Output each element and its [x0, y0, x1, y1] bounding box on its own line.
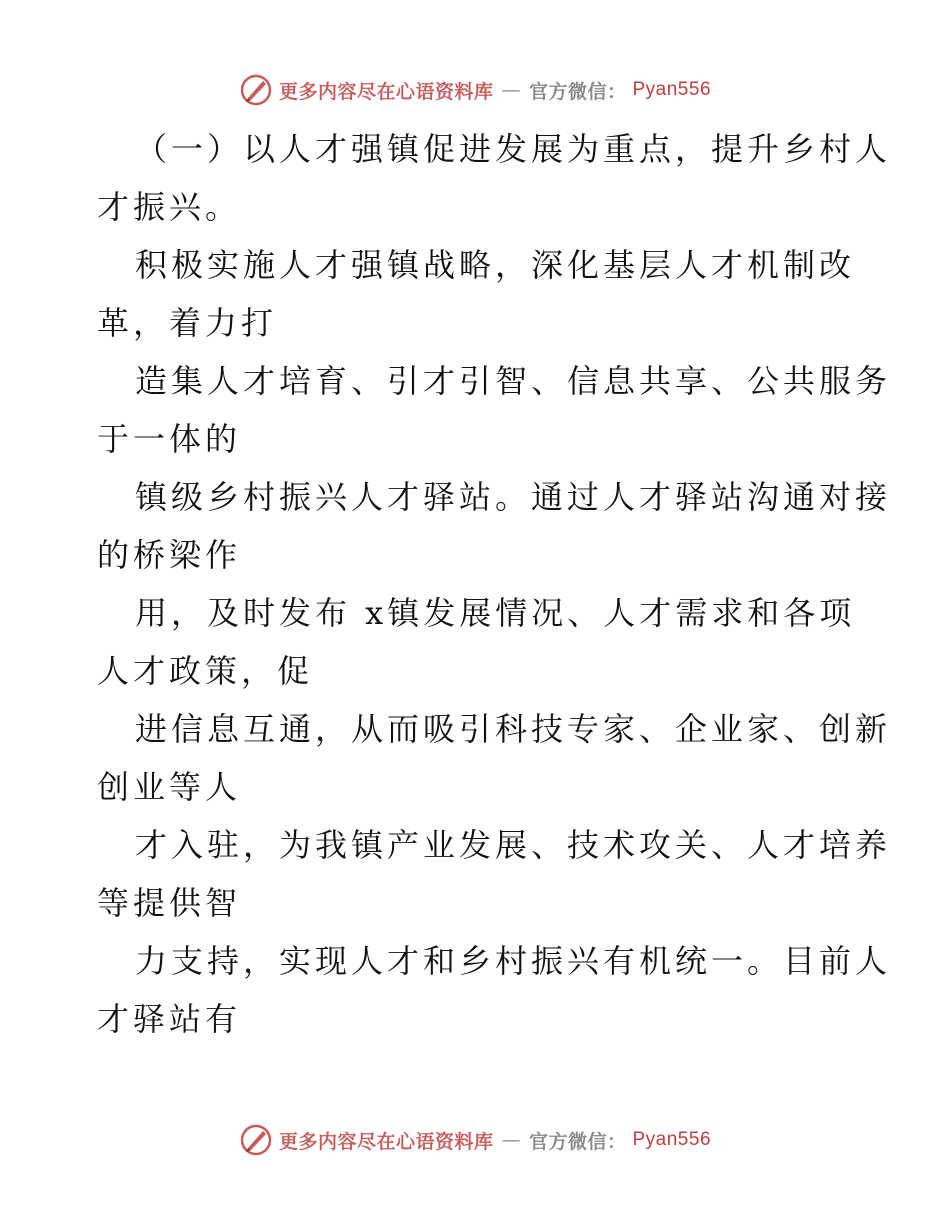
text-line: 积极实施人才强镇战略，深化基层人才机制改 [135, 246, 856, 284]
text-line: 镇级乡村振兴人才驿站。通过人才驿站沟通对接 [135, 478, 892, 516]
text-line: 等提供智 [97, 884, 242, 922]
pen-logo-icon [239, 1123, 273, 1157]
document-body [97, 120, 892, 1048]
text-line: （一）以人才强镇促进发展为重点，提升乡村人 [135, 130, 892, 168]
text-line: 才入驻，为我镇产业发展、技术攻关、人才培养 [135, 826, 892, 864]
text-line: 才振兴。 [97, 188, 242, 226]
header-watermark [0, 70, 950, 110]
watermark-separator: — [501, 1129, 521, 1151]
text-line: 创业等人 [97, 768, 242, 806]
text-line: 的桥梁作 [97, 536, 242, 574]
watermark-wechat-id: Pyan556 [632, 79, 712, 100]
text-line: 人才政策，促 [97, 652, 314, 690]
watermark-text: 更多内容尽在心语资料库 [278, 80, 494, 103]
watermark-wechat-label: 官方微信： [528, 80, 627, 103]
watermark-wechat-id: Pyan556 [632, 1129, 712, 1150]
text-line: 进信息互通，从而吸引科技专家、企业家、创新 [135, 710, 892, 748]
watermark-wechat-label: 官方微信： [528, 1130, 627, 1153]
text-line: 力支持，实现人才和乡村振兴有机统一。目前人 [135, 942, 892, 980]
watermark-text: 更多内容尽在心语资料库 [278, 1130, 494, 1153]
watermark-separator: — [501, 79, 521, 101]
footer-watermark [0, 1120, 950, 1160]
pen-logo-icon [239, 73, 273, 107]
text-line: 于一体的 [97, 420, 242, 458]
text-line: 才驿站有 [97, 1000, 242, 1038]
text-line: 造集人才培育、引才引智、信息共享、公共服务 [135, 362, 892, 400]
text-line: 用，及时发布 x镇发展情况、人才需求和各项 [135, 594, 856, 632]
text-line: 革，着力打 [97, 304, 278, 342]
